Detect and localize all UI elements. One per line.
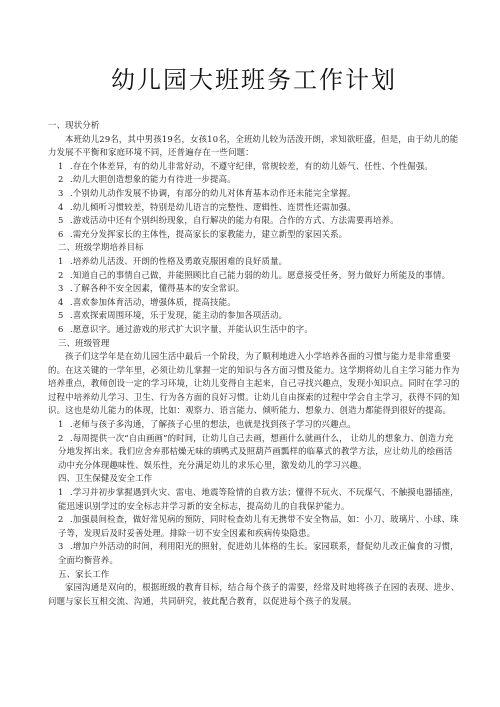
list-item-text: .加强晨间检查，做好常见病的预防，同时检查幼儿有无携带不安全物品，如：小刀、玻璃片、小球、珠子等，发现后及时妥善处理。排除一切不安全因素和疾病传染隐患。	[58, 514, 459, 538]
list-item	[48, 269, 460, 283]
list-item-number: 6	[58, 228, 64, 239]
list-item-number: 6	[58, 323, 64, 334]
list-item	[48, 432, 460, 473]
section-heading: 四、卫生保健及安全工作	[58, 473, 153, 484]
list-item-text: .游戏活动中还有个别纠纷现象，自行解决的能力有限。合作的方式、方法需要再培养。	[70, 215, 399, 226]
list-item	[48, 418, 460, 432]
list-item-text: .喜欢参加体育活动，增强体质，提高技能。	[70, 296, 236, 307]
list-item	[48, 255, 460, 269]
list-item-text: .幼儿倾听习惯较差，特别是幼儿语言的完整性、逻辑性、连贯性还需加强。	[70, 201, 356, 212]
list-item-text: .需充分发挥家长的主体性，提高家长的家教能力，建立新型的家园关系。	[70, 228, 348, 239]
list-item-number: 1	[58, 419, 64, 430]
list-item	[48, 513, 460, 540]
list-item-number: 2	[58, 514, 64, 525]
list-item-number: 4	[58, 201, 64, 212]
list-item-text: .存在个体差异，有的幼儿非常好动，不遵守纪律，常规较差，有的幼儿娇气、任性、个性倔强。	[70, 160, 434, 171]
list-item-text: .知道自己的事情自己做，并能照顾比自己能力弱的幼儿。愿意接受任务，努力做好力所能及的事情。	[70, 269, 451, 280]
list-item-number: 5	[58, 310, 64, 321]
list-item-number: 3	[58, 187, 64, 198]
list-item-text: .学习并初步掌握遇到火灾、雷电、地震等险情的自救方法；懂得不玩火、不玩煤气、不触摸电器插座，能迅速识别学过的安全标志并学习新的安全标志，提高幼儿的自我保护能力。	[58, 487, 459, 511]
section-heading: 一、现状分析	[48, 120, 100, 130]
list-item-number: 4	[58, 296, 64, 307]
paragraph: 家园沟通是双向的，根据班级的教育目标，结合每个孩子的需要，经常及时地将孩子在园的表现、进步、问题与家长互相交流、沟通，共同研究，彼此配合教育，以促进每个孩子的发展。	[48, 582, 460, 606]
section-heading: 五、家长工作	[58, 568, 110, 579]
list-item-text: .每周提供一次“自由画画”的时间，让幼儿自己去画，想画什么就画什么， 让幼儿的想象力、创造力充分地发挥出来。我们应舍弃那枯燥无味的填鸭式及照葫芦画瓢样的临摹式的教学方法，应让幼儿的绘画活动中充分体现趣味性、娱乐性，充分满足幼儿的求乐心里，激发幼儿的学习兴趣。	[58, 432, 454, 470]
list-item-text: .喜欢探索周围环境，乐于发现，能主动的参加各项活动。	[70, 310, 288, 321]
list-item-text: .幼儿大胆创造想象的能力有待进一步提高。	[70, 174, 236, 185]
list-item-number: 1	[58, 160, 64, 171]
list-item	[48, 160, 460, 174]
list-item-number: 3	[58, 283, 64, 294]
list-item-number: 3	[58, 541, 64, 552]
list-item-number: 2	[58, 432, 64, 443]
list-item-text: .愿意识字。通过游戏的形式扩大识字量，并能认识生活中的字。	[70, 323, 313, 334]
paragraph: 本班幼儿29名，其中男孩19名，女孩10名，全班幼儿较为活泼开朗，求知欲旺盛，但是，由于幼儿的能力发展不平衡和家庭环境不同，还普遍存在一些问题：	[48, 133, 459, 158]
list-item	[48, 173, 460, 187]
list-item-number: 2	[58, 269, 64, 280]
list-item-number: 2	[58, 174, 64, 185]
list-item	[48, 282, 460, 296]
list-item-text: .增加户外活动的时间，利用阳光的照射，促进幼儿体格的生长。家园联系，督促幼儿改正偏食的习惯，全面均衡营养。	[58, 541, 459, 565]
section-heading: 二、班级学期培养目标	[58, 242, 144, 253]
list-item	[48, 228, 460, 242]
list-item	[48, 323, 460, 337]
list-item	[48, 187, 460, 201]
list-item-text: .培养幼儿活泼、开朗的性格及勇敢克服困难的良好质量。	[70, 255, 288, 266]
list-item	[48, 201, 460, 215]
list-item-number: 5	[58, 215, 64, 226]
list-item-number: 1	[58, 255, 64, 266]
list-item-text: .老师与孩子多沟通，了解孩子心里的想法，也就是找到孩子学习的兴趣点。	[70, 419, 356, 430]
page-title: 幼儿园大班班务工作计划	[111, 66, 397, 94]
list-item	[48, 486, 460, 513]
section-heading: 三、班级管理	[58, 337, 110, 348]
list-item-text: .了解各种不安全因素，懂得基本的安全常识。	[70, 283, 245, 294]
list-item	[48, 309, 460, 323]
list-item	[48, 296, 460, 310]
paragraph: 孩子们这学年是在幼儿园生活中最后一个阶段，为了顺利地进入小学培养各面的习惯与能力是非常重要的。在这关键的一学年里，必须让幼儿掌握一定的知识与各方面习惯及能力。这学期将幼儿自主学习能力作为培养重点，教师创设一定的学习环境，让幼儿变得自主起来，自己寻找兴趣点，发现小知识点。同时在学习的过程中培养幼儿学习、卫生、行为各方面的良好习惯。让幼儿自由探索的过程中学会自主学习，获得不同的知识。这也是幼儿能力的体现，比如：观察力、语言能力、倾听能力、想象力、创造力都能得到很好的提高。	[48, 351, 460, 416]
list-item	[48, 540, 460, 567]
document-body	[48, 119, 460, 608]
list-item-text: .个别幼儿动作发展不协调，有部分的幼儿对体育基本动作还未能完全掌握。	[70, 187, 356, 198]
list-item-number: 1	[58, 487, 64, 498]
list-item	[48, 214, 460, 228]
